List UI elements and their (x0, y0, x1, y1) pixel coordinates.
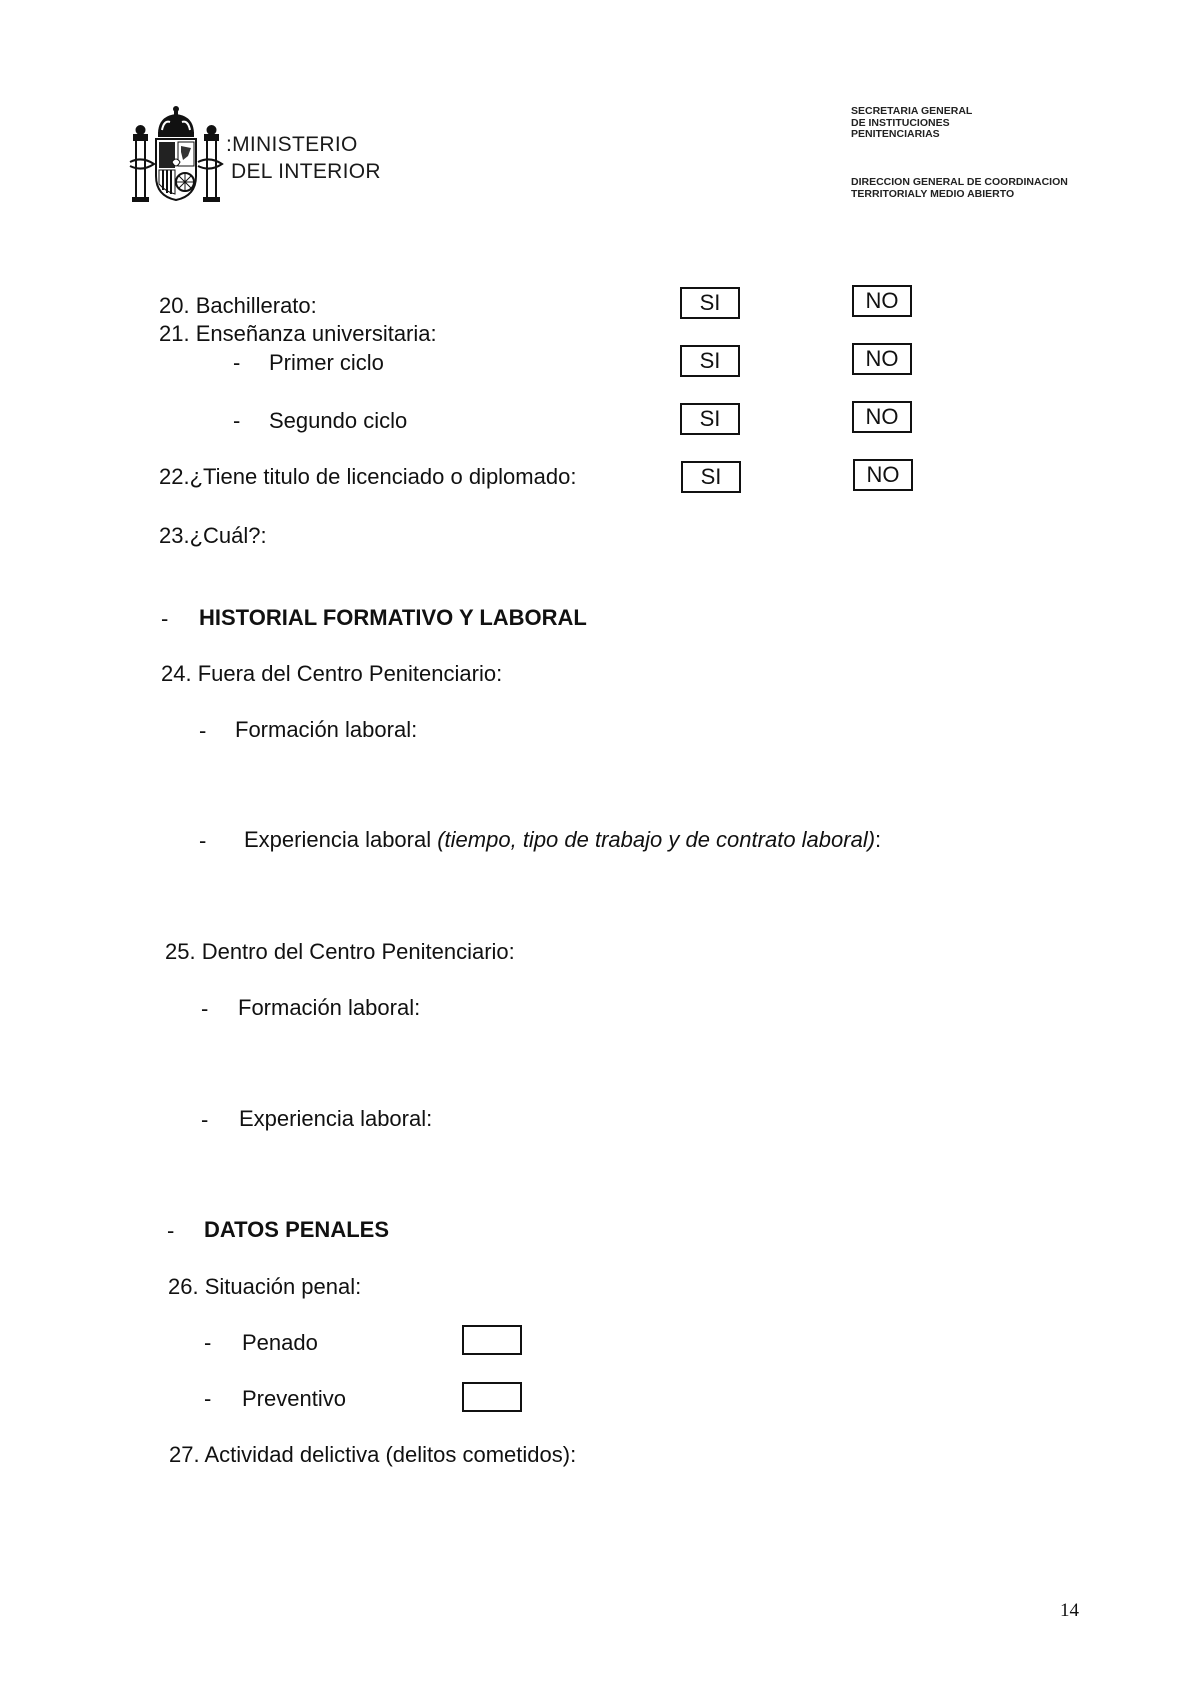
q24-experiencia-colon: : (875, 827, 882, 852)
question-22-label: 22.¿Tiene titulo de licenciado o diplomado: (159, 464, 577, 489)
question-24-label: 24. Fuera del Centro Penitenciario: (161, 661, 503, 686)
q21-segundo-ciclo-si-checkbox[interactable]: SI (680, 403, 740, 435)
q25-formacion-label: Formación laboral: (238, 995, 421, 1020)
secretaria-line: PENITENCIARIAS (851, 128, 940, 140)
page-number: 14 (1060, 1600, 1079, 1621)
secretaria-general-block (851, 106, 972, 141)
q25-experiencia-dash: - (201, 1107, 209, 1132)
section-datos-penales-heading: DATOS PENALES (204, 1217, 389, 1242)
q22-no-checkbox[interactable]: NO (853, 459, 913, 491)
q21-segundo-ciclo-dash: - (233, 408, 241, 433)
direccion-line: TERRITORIALY MEDIO ABIERTO (851, 187, 1015, 200)
section-historial-dash: - (161, 606, 169, 631)
direccion-general-block (851, 177, 1068, 200)
question-26-label: 26. Situación penal: (168, 1274, 362, 1299)
q24-formacion-label: Formación laboral: (235, 717, 418, 742)
question-27-label: 27. Actividad delictiva (delitos cometidos): (169, 1442, 577, 1467)
q24-experiencia-label (244, 827, 881, 853)
section-datos-penales-dash: - (167, 1218, 175, 1243)
question-21-label: 21. Enseñanza universitaria: (159, 321, 437, 346)
q24-experiencia-hint: (tiempo, tipo de trabajo y de contrato laboral) (437, 827, 876, 852)
q21-primer-ciclo-si-checkbox[interactable]: SI (680, 345, 740, 377)
q20-si-checkbox[interactable]: SI (680, 287, 740, 319)
q26-penado-label: Penado (242, 1330, 318, 1355)
q26-penado-checkbox[interactable] (462, 1325, 522, 1355)
q21-primer-ciclo-dash: - (233, 350, 241, 375)
direccion-line: DIRECCION GENERAL DE COORDINACION (851, 176, 1068, 188)
q25-formacion-dash: - (201, 996, 209, 1021)
q21-segundo-ciclo-label: Segundo ciclo (269, 408, 408, 433)
section-historial-heading: HISTORIAL FORMATIVO Y LABORAL (199, 605, 587, 630)
q21-primer-ciclo-no-checkbox[interactable]: NO (852, 343, 912, 375)
q26-penado-dash: - (204, 1330, 212, 1355)
q22-si-checkbox[interactable]: SI (681, 461, 741, 493)
ministry-name-line1: :MINISTERIO (226, 133, 358, 156)
question-23-label: 23.¿Cuál?: (159, 523, 267, 548)
q24-formacion-dash: - (199, 718, 207, 743)
secretaria-line: DE INSTITUCIONES (851, 116, 950, 129)
question-20-label: 20. Bachillerato: (159, 293, 317, 318)
q20-no-checkbox[interactable]: NO (852, 285, 912, 317)
q24-experiencia-text: Experiencia laboral (244, 827, 432, 852)
q21-primer-ciclo-label: Primer ciclo (269, 350, 384, 375)
ministry-name-line2: DEL INTERIOR (231, 160, 381, 183)
q24-experiencia-dash: - (199, 828, 207, 853)
coat-of-arms-spain-icon (128, 104, 224, 204)
q26-preventivo-label: Preventivo (242, 1386, 346, 1411)
question-25-label: 25. Dentro del Centro Penitenciario: (165, 939, 515, 964)
q26-preventivo-checkbox[interactable] (462, 1382, 522, 1412)
q21-segundo-ciclo-no-checkbox[interactable]: NO (852, 401, 912, 433)
q26-preventivo-dash: - (204, 1386, 212, 1411)
q25-experiencia-label: Experiencia laboral: (239, 1106, 433, 1131)
secretaria-line: SECRETARIA GENERAL (851, 105, 973, 117)
